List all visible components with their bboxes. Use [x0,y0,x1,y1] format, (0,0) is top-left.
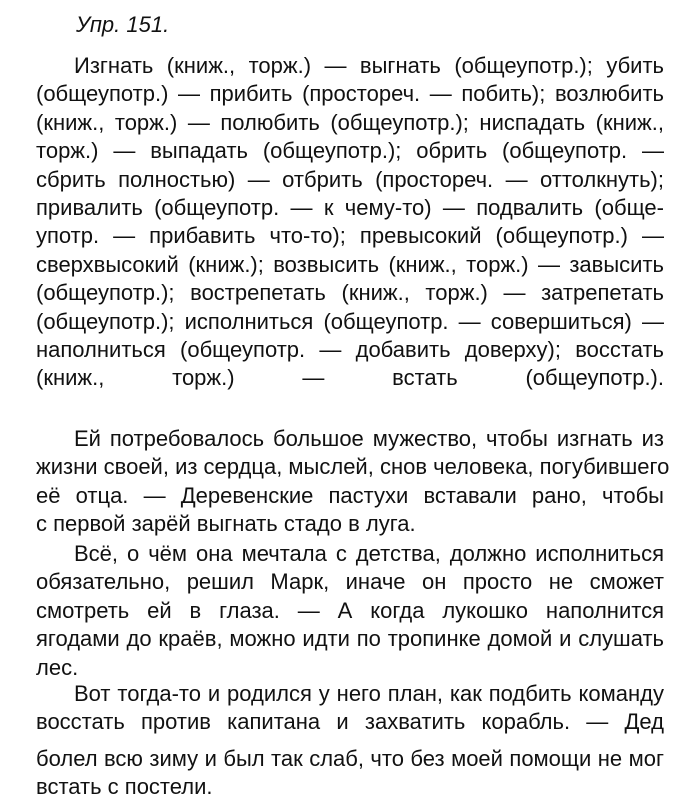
paragraph-line: сбрить полностью) — отбрить (простореч. — оттолкнуть); [36,166,664,192]
example-paragraph-3-continued [36,745,664,802]
paragraph-line: торж.) — выпадать (общеупотр.); обрить (общеупотр. — [36,138,664,164]
paragraph-line: смотреть ей в глаза. — А когда лукошко наполнится [36,597,664,623]
paragraph-line: Изгнать (книж., торж.) — выгнать (общеупотр.); убить [74,53,664,78]
paragraph-line: обязательно, решил Марк, иначе он просто не сможет [36,569,664,595]
example-paragraph-3 [36,680,664,737]
paragraph-line: сверхвысокий (книж.); возвысить (книж., торж.) — завысить [36,251,664,277]
paragraph-line: употр. — прибавить что-то); превысокий (общеупотр.) — [36,223,664,249]
example-paragraph-1 [36,425,670,539]
paragraph-line: её отца. — Деревенские пастухи вставали рано, чтобы [36,482,664,508]
paragraph-line: встать с постели. [36,774,213,800]
paragraph-line: (общеупотр.) — прибить (простореч. — побить); возлюбить [36,81,664,107]
paragraph-line: (общеупотр.); вострепетать (книж., торж.) — затрепетать [36,280,664,306]
paragraph-line: (книж., торж.) — полюбить (общеупотр.); ниспадать (книж., [36,109,664,135]
paragraph-line: (книж., торж.) — встать (общеупотр.). [36,365,664,391]
paragraph-line: болел всю зиму и был так слаб, что без моей помощи не мог [36,746,664,771]
paragraph-line: Вот тогда-то и родился у него план, как подбить команду [74,681,664,706]
paragraph-line: восстать против капитана и захватить корабль. — Дед [36,709,664,735]
paragraph-line: ягодами до краёв, можно идти по тропинке домой и слушать [36,626,664,652]
paragraph-line: привалить (общеупотр. — к чему-то) — подвалить (обще- [36,195,664,221]
paragraph-line: наполниться (общеупотр. — добавить доверху); восстать [36,337,664,363]
paragraph-line: Ей потребовалось большое мужество, чтобы изгнать из [74,426,664,451]
paragraph-line: лес. [36,654,79,680]
paragraph-line: жизни своей, из сердца, мыслей, снов человека, погубившего [36,454,670,480]
paragraph-line: Всё, о чём она мечтала с детства, должно исполниться [74,541,664,566]
paragraph-line: (общеупотр.); исполниться (общеупотр. — совершиться) — [36,308,664,334]
pairs-paragraph [36,52,664,393]
example-paragraph-2 [36,540,664,682]
exercise-title: Упр. 151. [76,12,170,37]
paragraph-line: с первой зарёй выгнать стадо в луга. [36,511,416,537]
